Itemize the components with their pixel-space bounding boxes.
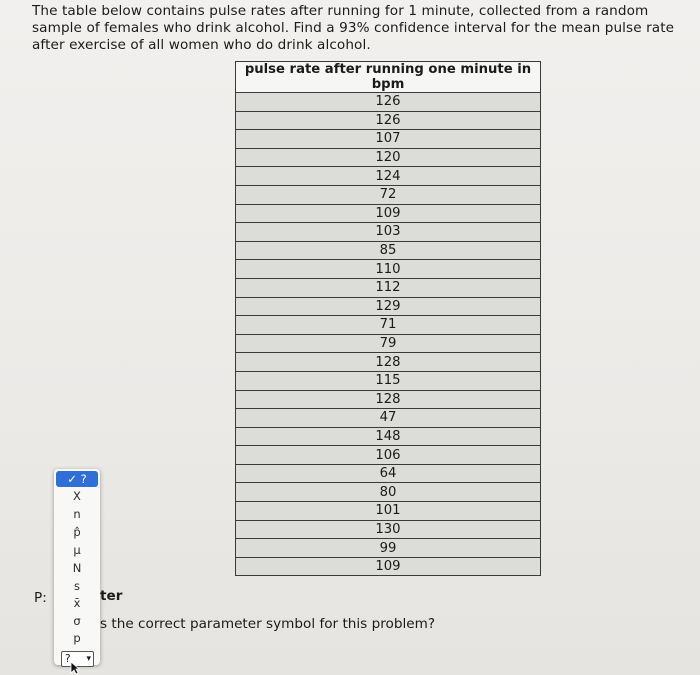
parameter-heading-fragment: ter <box>100 588 123 604</box>
table-cell: 115 <box>236 371 541 390</box>
dropdown-option[interactable]: p <box>73 631 81 645</box>
dropdown-option[interactable]: σ <box>73 614 81 628</box>
pulse-rate-table <box>235 61 541 576</box>
table-cell: 128 <box>236 390 541 409</box>
table-cell: 124 <box>236 167 541 186</box>
table-cell: 120 <box>236 148 541 167</box>
dropdown-option-selected[interactable]: ✓ ? <box>56 471 98 487</box>
table-cell: 99 <box>236 539 541 558</box>
table-cell: 64 <box>236 464 541 483</box>
chevron-down-icon: ▾ <box>86 654 91 664</box>
question-text: The table below contains pulse rates after running for 1 minute, collected from a random sample of females who drink alcohol. Find a 93% confidence interval for the mean pulse rate after exercise of all women who do drink alcohol. <box>32 3 675 53</box>
dropdown-option[interactable]: n <box>73 507 81 521</box>
table-cell: 109 <box>236 557 541 576</box>
table-cell: 101 <box>236 502 541 521</box>
dropdown-option[interactable]: x̄ <box>73 596 81 610</box>
parameter-label: P: <box>34 590 47 606</box>
mouse-cursor-icon <box>70 661 80 675</box>
table-cell: 109 <box>236 204 541 223</box>
table-cell: 107 <box>236 130 541 149</box>
table-cell: 47 <box>236 409 541 428</box>
table-cell: 112 <box>236 278 541 297</box>
dropdown-option[interactable]: N <box>72 561 82 575</box>
table-cell: 79 <box>236 334 541 353</box>
table-cell: 110 <box>236 260 541 279</box>
table-cell: 130 <box>236 520 541 539</box>
table-cell: 80 <box>236 483 541 502</box>
dropdown-option[interactable]: X <box>73 489 81 503</box>
table-cell: 85 <box>236 241 541 260</box>
dropdown-option[interactable]: s <box>74 579 80 593</box>
table-cell: 129 <box>236 297 541 316</box>
table-cell: 128 <box>236 353 541 372</box>
select-value: ? <box>65 653 71 665</box>
table-cell: 126 <box>236 93 541 112</box>
table-cell: 103 <box>236 223 541 242</box>
table-header: pulse rate after running one minute in bpm <box>236 62 541 93</box>
parameter-question-fragment: s the correct parameter symbol for this problem? <box>100 616 436 632</box>
table-cell: 72 <box>236 185 541 204</box>
dropdown-option[interactable]: μ <box>73 543 81 557</box>
table-cell: 148 <box>236 427 541 446</box>
table-cell: 71 <box>236 316 541 335</box>
table-cell: 106 <box>236 446 541 465</box>
table-cell: 126 <box>236 111 541 130</box>
parameter-dropdown-menu[interactable] <box>54 469 100 665</box>
dropdown-option[interactable]: p̂ <box>73 525 81 539</box>
